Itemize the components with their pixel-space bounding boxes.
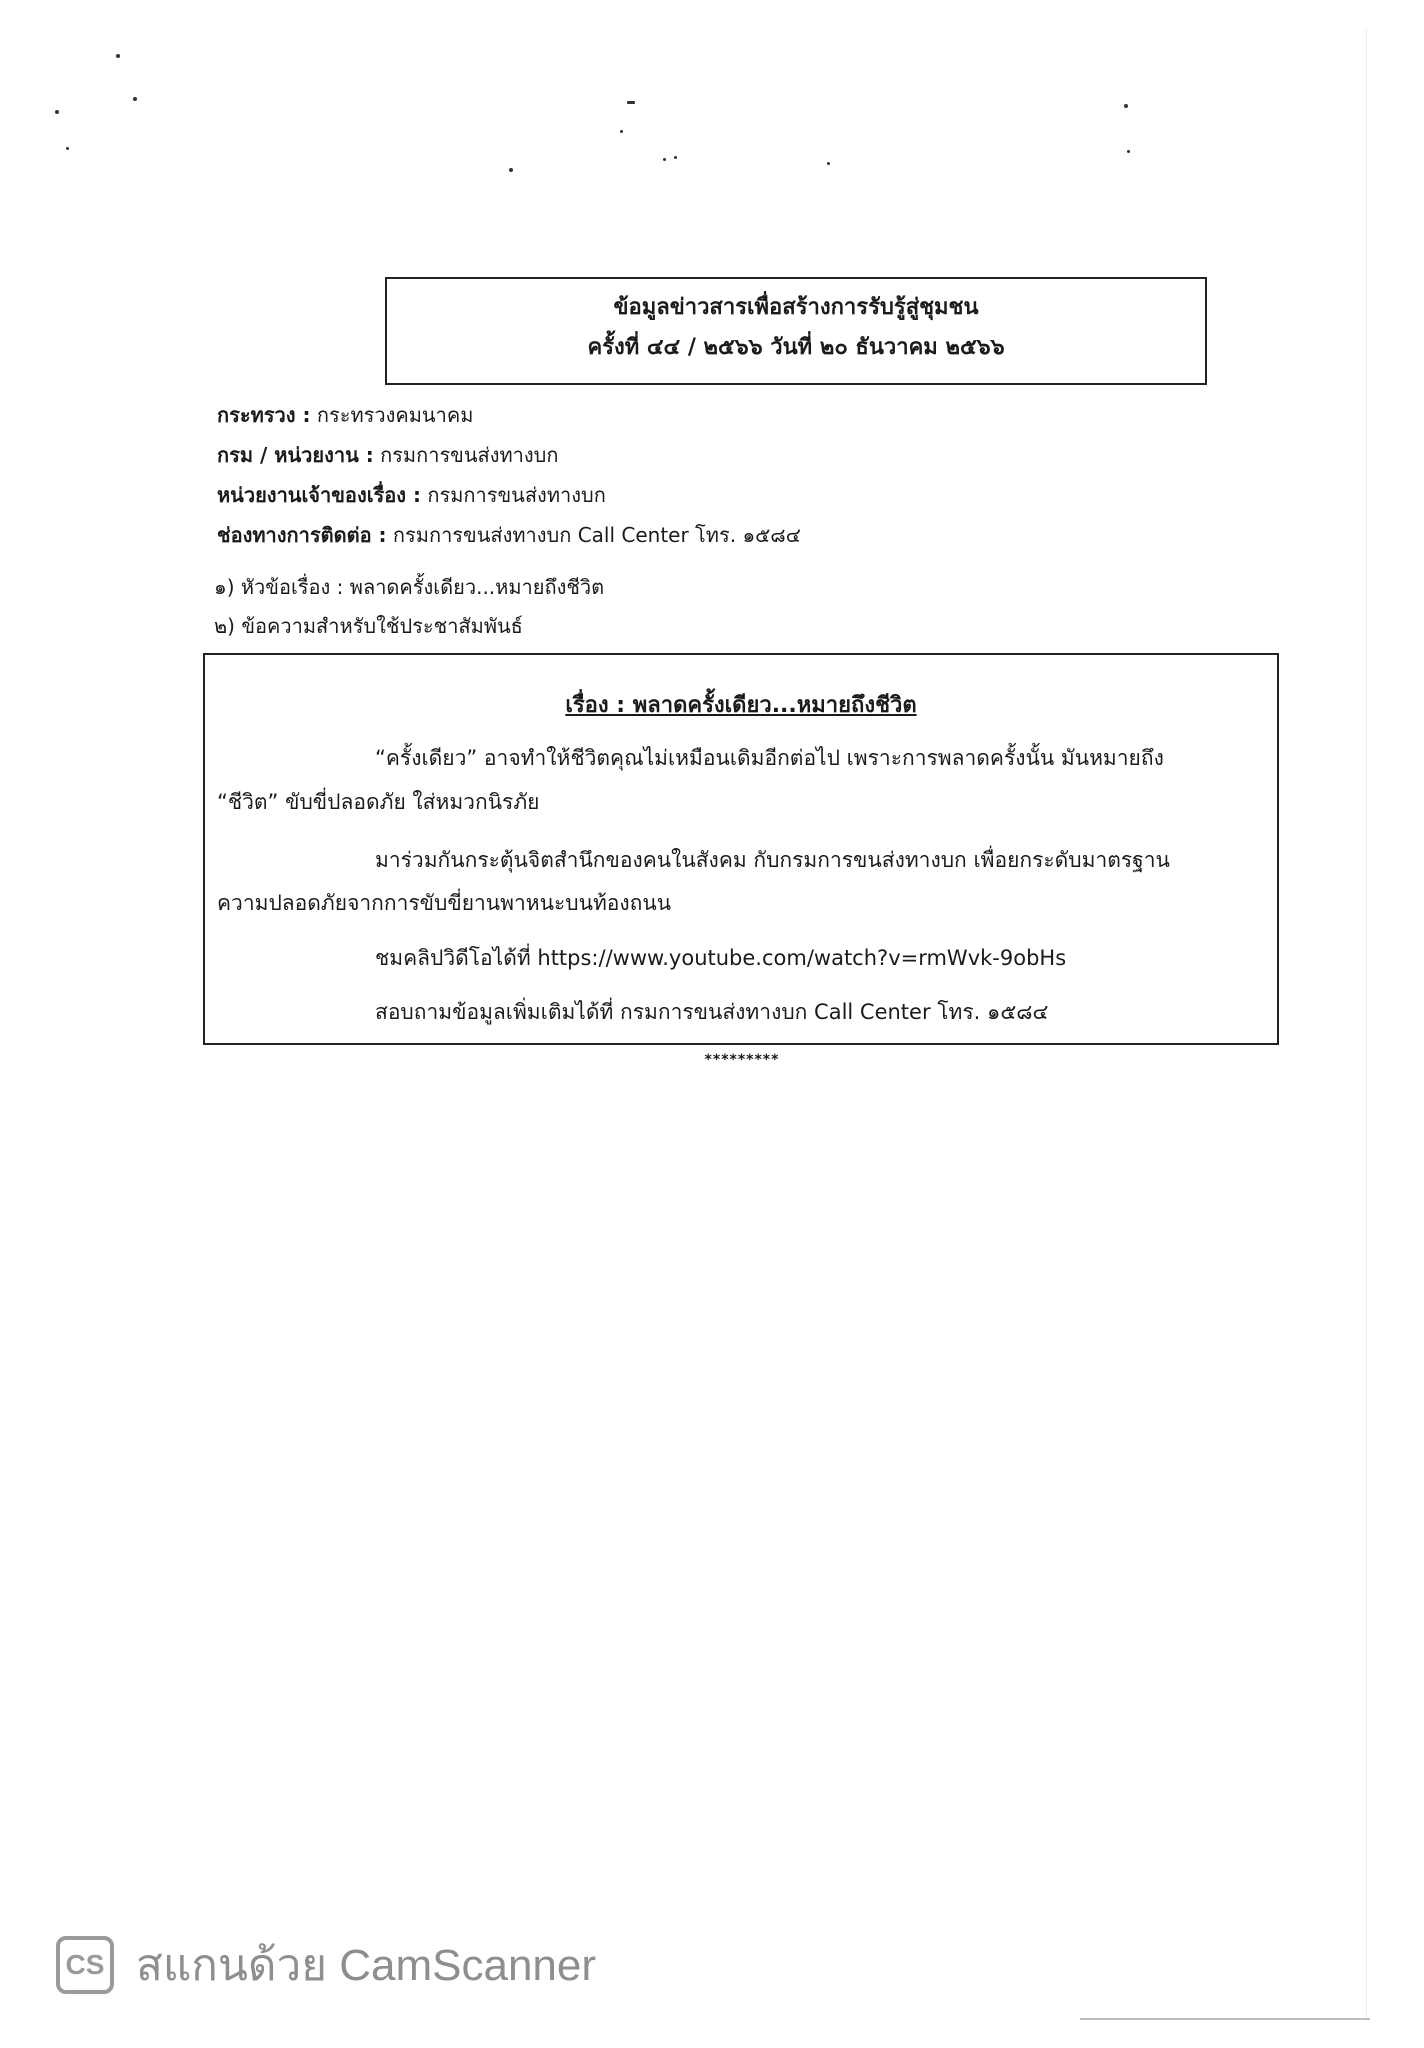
scan-speck [133,97,137,101]
camscanner-text: สแกนด้วย CamScanner [136,1941,597,1990]
meta-department [217,441,558,469]
meta-contact-value: กรมการขนส่งทางบก Call Center โทร. ๑๕๘๔ [392,523,801,547]
scan-speck [827,162,830,165]
paragraph-2-line-1: มาร่วมกันกระตุ้นจิตสำนึกของคนในสังคม กับกรมการขนส่งทางบก เพื่อยกระดับมาตรฐาน [375,848,1170,872]
content-title: เรื่อง : พลาดครั้งเดียว...หมายถึงชีวิต [565,693,917,718]
item-1-label: ๑) หัวข้อเรื่อง : [214,575,344,599]
meta-owner-label: หน่วยงานเจ้าของเรื่อง : [217,483,422,507]
scan-edge-line [1366,30,1367,2020]
camscanner-logo-icon: CS [56,1936,114,1994]
end-marker: ********* [704,1052,780,1068]
meta-contact-label: ช่องทางการติดต่อ : [217,523,387,547]
paragraph-1-line-2: “ชีวิต” ขับขี่ปลอดภัย ใส่หมวกนิรภัย [217,790,540,814]
meta-contact [217,521,801,549]
meta-ministry-label: กระทรวง : [217,403,311,427]
header-box [385,277,1207,385]
meta-owner-value: กรมการขนส่งทางบก [427,483,606,507]
scan-speck [55,110,59,114]
scan-speck [116,54,120,58]
scan-speck [1127,150,1130,153]
scan-speck [627,101,635,104]
camscanner-watermark [56,1935,596,1995]
scan-speck [1124,104,1128,108]
scan-speck [663,158,666,161]
inquiry-line: สอบถามข้อมูลเพิ่มเติมได้ที่ กรมการขนส่งทางบก Call Center โทร. ๑๕๘๔ [375,1000,1049,1024]
meta-owner [217,481,606,509]
scan-speck [66,147,69,150]
scan-bottom-line [1080,2018,1370,2020]
scan-speck [509,168,513,172]
content-box [203,653,1279,1045]
meta-ministry [217,401,473,429]
meta-department-value: กรมการขนส่งทางบก [380,443,559,467]
header-issue-date: ครั้งที่ ๔๔ / ๒๕๖๖ วันที่ ๒๐ ธันวาคม ๒๕๖๖ [587,335,1005,360]
video-link-line: ชมคลิปวิดีโอได้ที่ https://www.youtube.com/watch?v=rmWvk-9obHs [375,946,1067,970]
header-title: ข้อมูลข่าวสารเพื่อสร้างการรับรู้สู่ชุมชน [613,295,979,320]
paragraph-2-line-2: ความปลอดภัยจากการขับขี่ยานพาหนะบนท้องถนน [217,891,672,915]
item-1-value: พลาดครั้งเดียว...หมายถึงชีวิต [349,575,605,599]
scan-speck [674,156,677,159]
meta-ministry-value: กระทรวงคมนาคม [316,403,474,427]
item-1 [214,573,604,601]
paragraph-1-line-1: “ครั้งเดียว” อาจทำให้ชีวิตคุณไม่เหมือนเดิมอีกต่อไป เพราะการพลาดครั้งนั้น มันหมายถึง [375,746,1164,770]
item-2: ๒) ข้อความสำหรับใช้ประชาสัมพันธ์ [214,614,523,638]
scan-speck [620,130,623,133]
meta-department-label: กรม / หน่วยงาน : [217,443,374,467]
